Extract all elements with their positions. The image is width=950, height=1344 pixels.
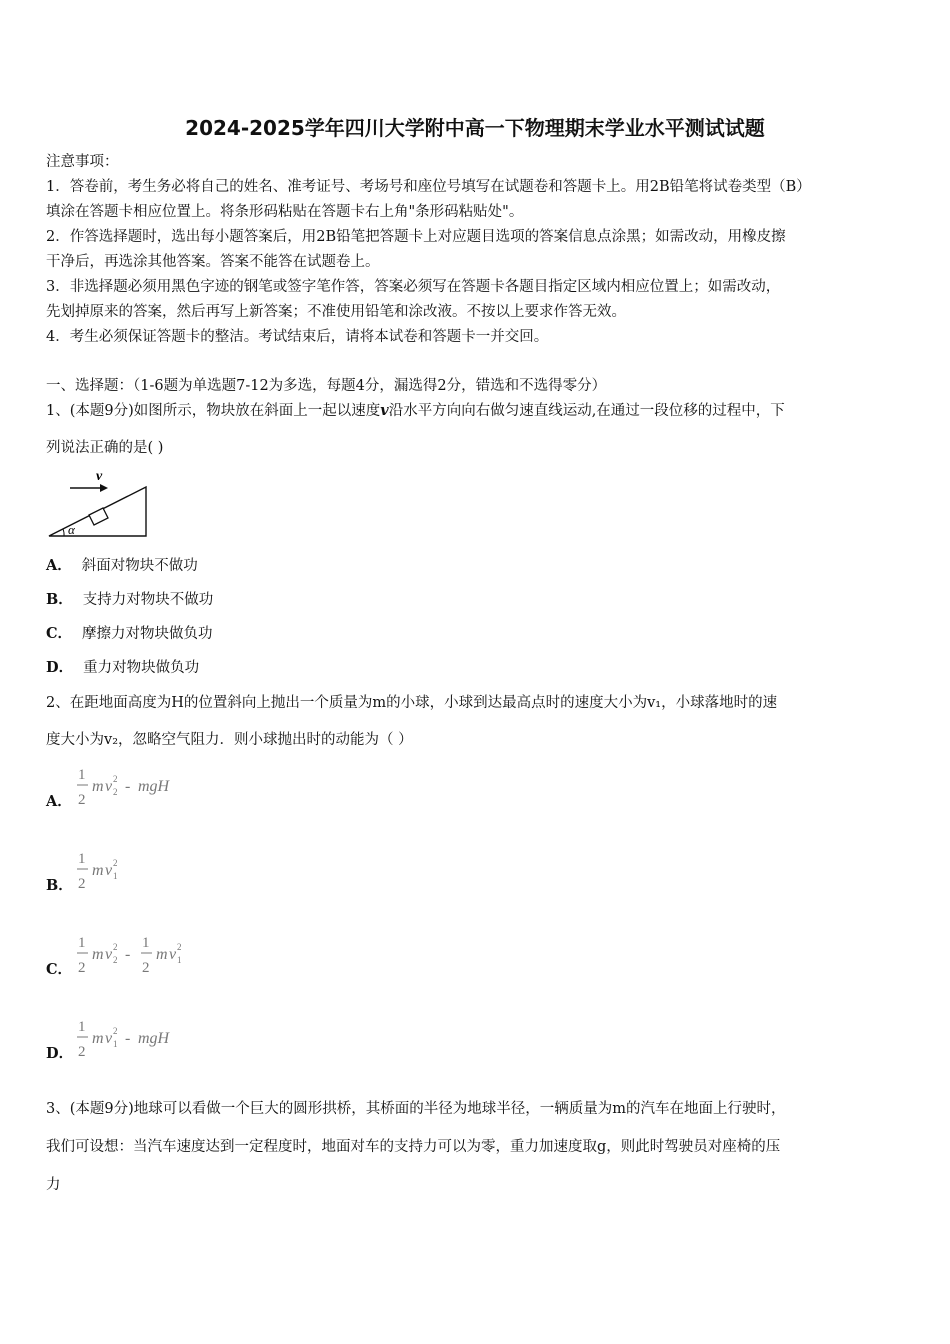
frac-den: 2 (78, 1044, 86, 1060)
option-label: B． (46, 877, 73, 894)
frac-den-2: 2 (142, 960, 150, 976)
sym-sup-2: 2 (177, 942, 182, 952)
option-text: 斜面对物块不做功 (81, 558, 198, 574)
formula-d (74, 1012, 234, 1066)
notice-heading: 注意事项： (46, 154, 119, 170)
sym-sub: 1 (113, 1039, 118, 1049)
sym-sup: 2 (113, 774, 118, 784)
sym-mgH: mgH (138, 778, 170, 795)
q1-incline-figure (44, 464, 154, 540)
sym-sub: 2 (113, 955, 118, 965)
q1-stem-line1 (46, 401, 785, 421)
page-title: 2024-2025学年四川大学附中高一下物理期末学业水平测试试题 (185, 116, 765, 140)
sym-minus: - (125, 1030, 131, 1047)
q2-stem-line1: 2、在距地面高度为H的位置斜向上抛出一个质量为m的小球，小球到达最高点时的速度大小为v₁，小球落地时的速 (46, 695, 778, 711)
q1-velocity-symbol: v (380, 402, 389, 419)
frac-num: 1 (78, 851, 86, 867)
option-label: C． (46, 961, 73, 978)
frac-num: 1 (78, 935, 86, 951)
option-text: 摩擦力对物块做负功 (82, 626, 213, 642)
angle-arc (63, 529, 64, 536)
frac-den: 2 (78, 876, 86, 892)
option-text: 支持力对物块不做功 (82, 592, 214, 608)
q2-option-d[interactable] (46, 1012, 246, 1068)
sym-m: m (92, 1030, 104, 1047)
notice-line-2: 填涂在答题卡相应位置上。将条形码粘贴在答题卡右上角"条形码粘贴处"。 (46, 204, 524, 220)
option-label: A． (46, 793, 72, 810)
sym-sub-2: 1 (177, 955, 182, 965)
block-on-incline (89, 508, 108, 525)
sym-v-2: v (169, 946, 177, 963)
frac-num: 1 (78, 1019, 86, 1035)
sym-mgH: mgH (138, 1030, 170, 1047)
formula-c (74, 928, 254, 982)
q2-option-b[interactable] (46, 844, 246, 900)
frac-den: 2 (78, 792, 86, 808)
sym-m: m (92, 946, 104, 963)
q3-stem-line3: 力 (46, 1177, 61, 1193)
frac-num: 1 (78, 767, 86, 783)
notice-line-4: 干净后，再选涂其他答案。答案不能答在试题卷上。 (46, 254, 380, 270)
notice-line-5: 3．非选择题必须用黑色字迹的钢笔或签字笔作答，答案必须写在答题卡各题目指定区域内相应位置上；如需改动， (46, 279, 781, 295)
q2-option-c[interactable] (46, 928, 266, 984)
angle-label: α (68, 522, 75, 537)
q2-option-a[interactable] (46, 760, 246, 816)
sym-m-2: m (156, 946, 168, 963)
velocity-arrowhead (100, 484, 108, 492)
q2-stem-line2: 度大小为v₂，忽略空气阻力．则小球抛出时的动能为（ ） (46, 732, 413, 748)
frac-num-2: 1 (142, 935, 150, 951)
sym-sup: 2 (113, 1026, 118, 1036)
q1-option-d[interactable] (46, 658, 199, 678)
sym-minus: - (125, 946, 131, 963)
q1-stem-part-b: 沿水平方向向右做匀速直线运动,在通过一段位移的过程中，下 (388, 403, 785, 419)
q1-option-a[interactable] (46, 556, 198, 576)
sym-m: m (92, 778, 104, 795)
sym-sup: 2 (113, 942, 118, 952)
option-label: A． (46, 557, 72, 574)
notice-line-1: 1．答卷前，考生务必将自己的姓名、准考证号、考场号和座位号填写在试题卷和答题卡上。用2B铅笔将试卷类型（B） (46, 179, 811, 195)
option-label: D． (46, 659, 74, 676)
formula-b (74, 844, 234, 898)
q1-stem-line2: 列说法正确的是( ) (46, 440, 164, 456)
q1-option-c[interactable] (46, 624, 213, 644)
q1-stem-part-a: 1、(本题9分)如图所示，物块放在斜面上一起以速度 (46, 403, 381, 419)
section-heading: 一、选择题：（1-6题为单选题7-12为多选，每题4分，漏选得2分，错选和不选得零分） (46, 378, 607, 394)
q3-stem-line2: 我们可设想：当汽车速度达到一定程度时，地面对车的支持力可以为零，重力加速度取g，则此时驾驶员对座椅的压 (46, 1139, 781, 1155)
q3-stem-line1: 3、(本题9分)地球可以看做一个巨大的圆形拱桥，其桥面的半径为地球半径，一辆质量为m的汽车在地面上行驶时， (46, 1101, 786, 1117)
notice-line-6: 先划掉原来的答案，然后再写上新答案；不准使用铅笔和涂改液。不按以上要求作答无效。 (46, 304, 626, 320)
notice-line-3: 2．作答选择题时，选出每小题答案后，用2B铅笔把答题卡上对应题目选项的答案信息点涂黑；如需改动，用橡皮擦 (46, 229, 786, 245)
formula-a (74, 760, 234, 814)
sym-sup: 2 (113, 858, 118, 868)
frac-den: 2 (78, 960, 86, 976)
sym-m: m (92, 862, 104, 879)
velocity-label: v (96, 469, 103, 484)
sym-sub: 2 (113, 787, 118, 797)
sym-v: v (105, 1030, 113, 1047)
notice-line-7: 4．考生必须保证答题卡的整洁。考试结束后，请将本试卷和答题卡一并交回。 (46, 329, 549, 345)
option-label: D． (46, 1045, 74, 1062)
option-label: B． (46, 591, 73, 608)
sym-sub: 1 (113, 871, 118, 881)
option-label: C． (46, 625, 73, 642)
sym-v: v (105, 778, 113, 795)
sym-minus: - (125, 778, 131, 795)
option-text: 重力对物块做负功 (83, 660, 200, 676)
sym-v: v (105, 862, 113, 879)
sym-v: v (105, 946, 113, 963)
q1-option-b[interactable] (46, 590, 213, 610)
